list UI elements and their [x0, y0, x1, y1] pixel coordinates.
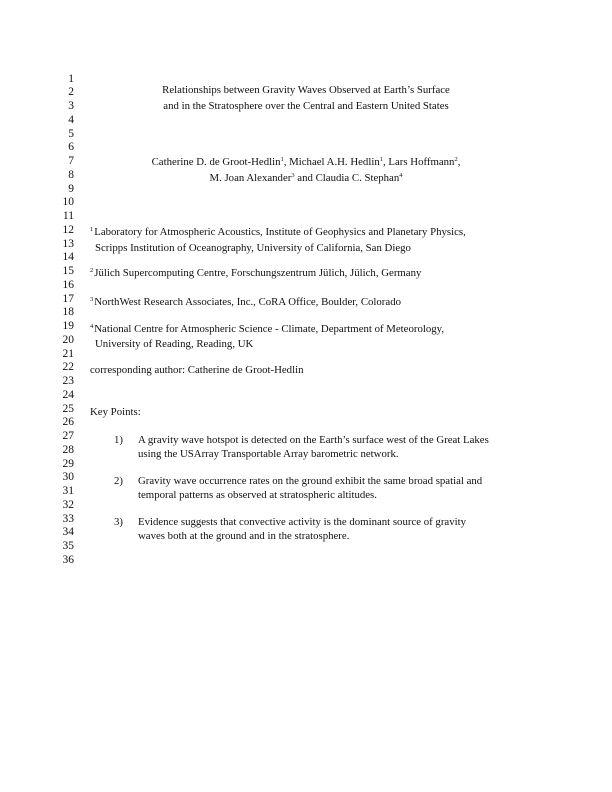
affiliation-3 [90, 295, 401, 309]
key-point-text: A gravity wave hotspot is detected on the Earth’s surface west of the Great Lakes [138, 434, 489, 446]
line-number: 1 [68, 72, 74, 85]
key-point-number: 2) [114, 475, 123, 487]
affiliation-1-continued: Scripps Institution of Oceanography, University of California, San Diego [95, 241, 411, 254]
authors-line-1 [90, 155, 522, 169]
line-number: 14 [62, 251, 74, 264]
key-point-number: 1) [114, 434, 123, 446]
affiliation-marker: 2 [454, 156, 458, 163]
line-number: 21 [62, 347, 74, 360]
key-point-3 [114, 515, 466, 529]
key-point-2 [114, 474, 482, 488]
affiliation-marker: 2 [90, 267, 94, 274]
line-number: 13 [62, 237, 74, 250]
line-number: 33 [62, 512, 74, 525]
affiliation-4-continued: University of Reading, Reading, UK [95, 337, 254, 350]
key-point-2-continued: temporal patterns as observed at stratospheric altitudes. [138, 488, 377, 501]
key-point-1-continued: using the USArray Transportable Array barometric network. [138, 447, 399, 460]
key-point-1 [114, 433, 489, 447]
affiliation-text: Jülich Supercomputing Centre, Forschungszentrum Jülich, Jülich, Germany [94, 267, 422, 279]
line-number: 22 [62, 361, 74, 374]
line-number: 16 [62, 278, 74, 291]
line-number: 32 [62, 498, 74, 511]
line-number: 35 [62, 540, 74, 552]
affiliation-text: Laboratory for Atmospheric Acoustics, Institute of Geophysics and Planetary Physics, [94, 226, 466, 238]
corresponding-author: corresponding author: Catherine de Groot-Hedlin [90, 364, 304, 376]
affiliation-marker: 1 [90, 226, 94, 233]
affiliation-text: National Centre for Atmospheric Science - Climate, Department of Meteorology, [94, 323, 445, 335]
line-number: 31 [62, 485, 74, 497]
line-number: 8 [68, 168, 74, 181]
author-separator: , [457, 156, 461, 168]
author-name: and Claudia C. Stephan [294, 171, 400, 184]
key-point-number: 3) [114, 516, 123, 528]
line-number: 30 [62, 471, 74, 484]
line-number: 19 [62, 320, 74, 332]
line-number: 20 [62, 333, 74, 346]
authors-line-2 [90, 171, 522, 185]
line-number: 34 [62, 526, 74, 539]
affiliation-marker: 3 [90, 296, 94, 303]
affiliation-1 [90, 225, 466, 239]
line-number: 23 [62, 375, 74, 387]
line-number: 28 [62, 443, 74, 456]
affiliation-4 [90, 322, 444, 336]
key-point-3-continued: waves both at the ground and in the stratosphere. [138, 529, 350, 542]
affiliation-2 [90, 266, 421, 280]
key-points-heading: Key Points: [90, 406, 141, 418]
line-number: 18 [62, 306, 74, 319]
affiliation-marker: 4 [399, 171, 403, 179]
author-name: M. Joan Alexander [209, 171, 292, 184]
line-number: 5 [68, 127, 74, 140]
line-number: 4 [68, 113, 74, 126]
line-number: 2 [68, 86, 74, 99]
author-name: Catherine D. de Groot-Hedlin [151, 156, 281, 168]
line-number: 29 [62, 457, 74, 470]
line-number: 9 [68, 182, 74, 195]
affiliation-marker: 3 [291, 171, 295, 179]
affiliation-marker: 1 [379, 156, 383, 163]
line-number: 27 [62, 430, 74, 442]
line-number: 36 [62, 553, 74, 566]
line-number: 26 [62, 416, 74, 429]
author-name: , Lars Hoffmann [382, 156, 455, 168]
line-number: 6 [68, 141, 74, 154]
affiliation-marker: 1 [280, 156, 284, 163]
line-number: 3 [68, 100, 74, 112]
affiliation-text: NorthWest Research Associates, Inc., CoRA Office, Boulder, Colorado [94, 296, 401, 308]
line-number: 15 [62, 265, 74, 277]
line-number: 24 [62, 388, 74, 401]
title-line-1: Relationships between Gravity Waves Observed at Earth’s Surface [162, 84, 450, 96]
line-number: 10 [62, 196, 74, 209]
key-point-text: Evidence suggests that convective activity is the dominant source of gravity [138, 516, 467, 528]
line-number: 11 [62, 210, 74, 222]
author-name: , Michael A.H. Hedlin [283, 156, 380, 168]
line-number: 7 [68, 155, 74, 167]
title-line-2: and in the Stratosphere over the Central and Eastern United States [163, 99, 449, 112]
line-number: 25 [62, 402, 74, 415]
key-point-text: Gravity wave occurrence rates on the ground exhibit the same broad spatial and [138, 475, 483, 487]
affiliation-marker: 4 [90, 323, 94, 330]
line-number: 17 [62, 292, 74, 305]
line-number: 12 [62, 223, 74, 236]
